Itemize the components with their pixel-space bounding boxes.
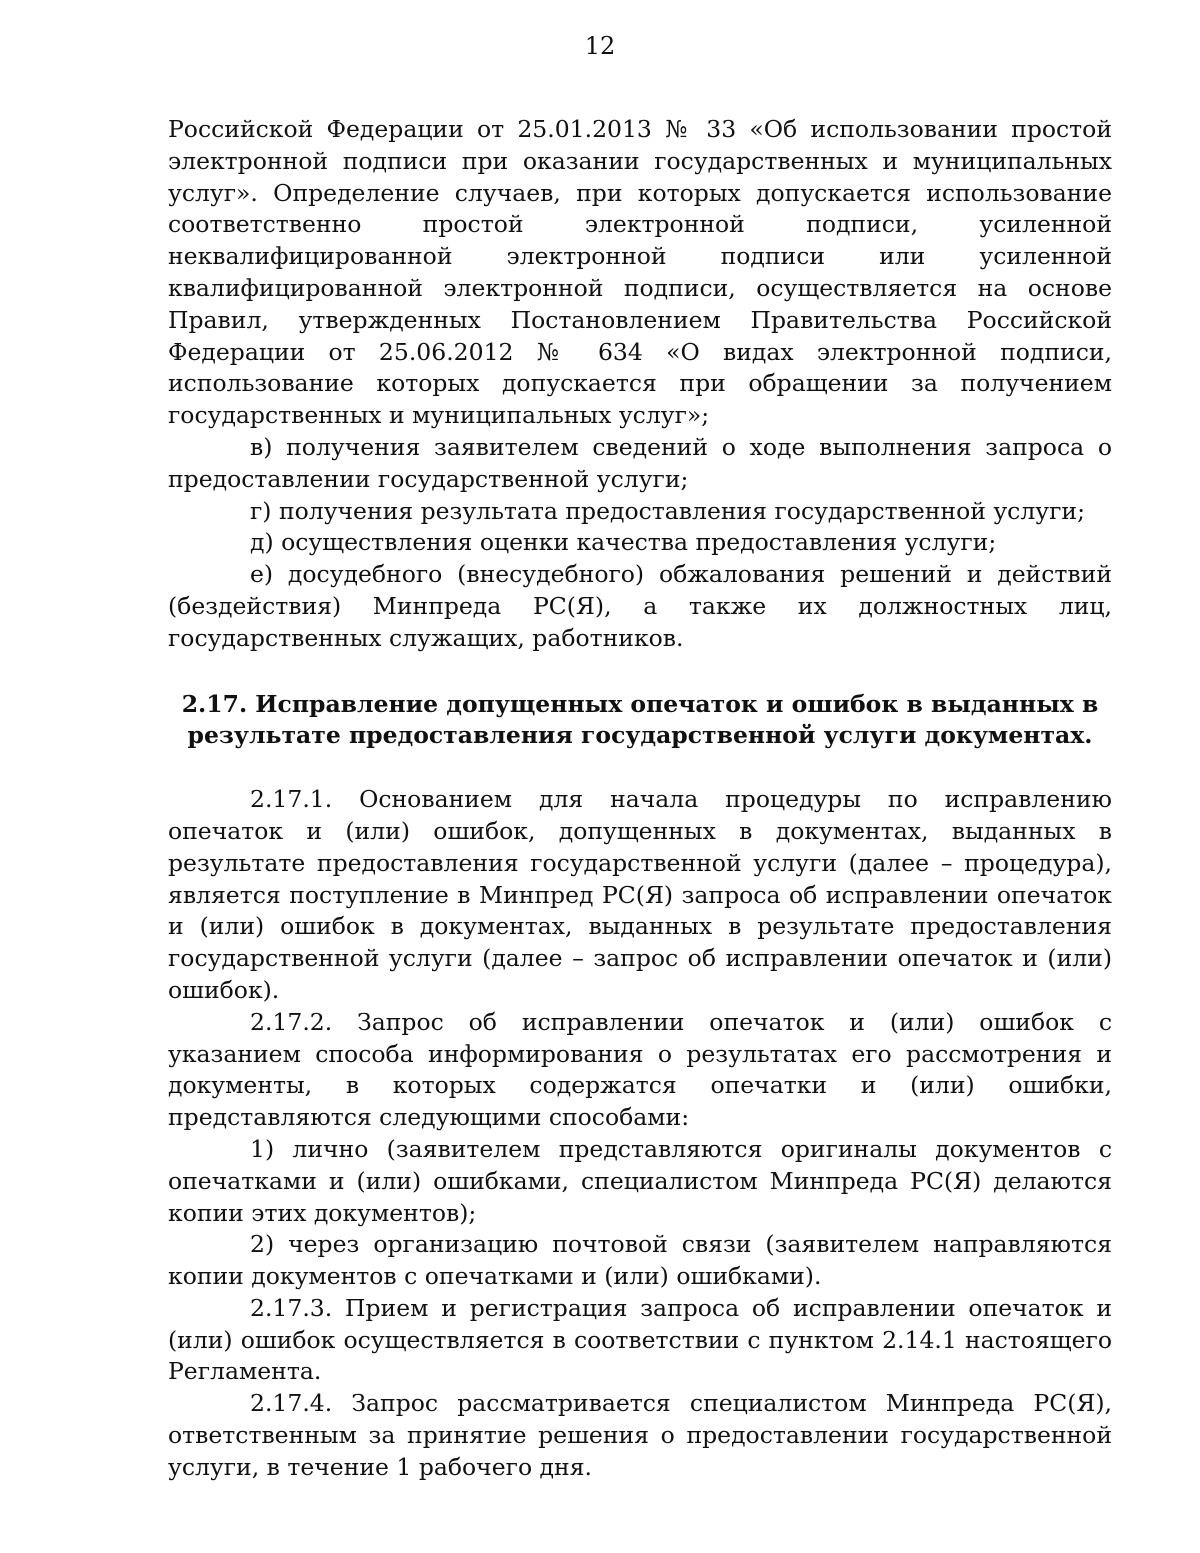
section-heading-line2: результате предоставления государственной услуги документах. (187, 721, 1093, 750)
section-heading-line1: 2.17. Исправление допущенных опечаток и ошибок в выданных в (181, 689, 1099, 718)
paragraph-2-17-3: 2.17.3. Прием и регистрация запроса об исправлении опечаток и (или) ошибок осуществляется в соответствии с пунктом 2.14.1 настоящего Регламента. (168, 1293, 1112, 1386)
list-item-e: е) досудебного (внесудебного) обжалования решений и действий (бездействия) Минпреда РС(Я), а также их должностных лиц, государственных служащих, работников. (168, 560, 1112, 652)
section-heading (168, 689, 1112, 753)
list-item-1: 1) лично (заявителем представляются оригиналы документов с опечатками и (или) ошибками, специалистом Минпреда РС(Я) делаются копии этих документов); (168, 1134, 1112, 1227)
list-item-g: г) получения результата предоставления государственной услуги; (250, 496, 1085, 525)
paragraph-continuation: Российской Федерации от 25.01.2013 № 33 «Об использовании простой электронной подписи при оказании государственных и муниципальных услуг». Определение случаев, при которых допускается использование соответственно простой электронной подписи, усиленной неквалифицированной электронной подписи или усиленной квалифицированной электронной подписи, осуществляется на основе Правил, утвержденных Постановлением Правительства Российской Федерации от 25.06.2012 № 634 «О видах электронной подписи, использование которых допускается при обращении за получением государственных и муниципальных услуг»; (168, 115, 1112, 430)
paragraph-2-17-1: 2.17.1. Основанием для начала процедуры по исправлению опечаток и (или) ошибок, допущенных в документах, выданных в результате предоставления государственной услуги (далее – процедура), является поступление в Минпред РС(Я) запроса об исправлении опечаток и (или) ошибок в документах, выданных в результате предоставления государственной услуги (далее – запрос об исправлении опечаток и (или) ошибок). (168, 785, 1112, 1004)
list-item-2: 2) через организацию почтовой связи (заявителем направляются копии документов с опечатками и (или) ошибками). (168, 1230, 1112, 1291)
page-number: 12 (584, 32, 616, 60)
document-body (168, 114, 1112, 1484)
list-item-d: д) осуществления оценки качества предоставления услуги; (250, 528, 997, 557)
paragraph-2-17-4: 2.17.4. Запрос рассматривается специалистом Минпреда РС(Я), ответственным за принятие решения о предоставлении государственной услуги, в течение 1 рабочего дня. (168, 1389, 1112, 1481)
paragraph-2-17-2: 2.17.2. Запрос об исправлении опечаток и (или) ошибок с указанием способа информирования о результатах его рассмотрения и документы, в которых содержатся опечатки и (или) ошибки, представляются следующими способами: (168, 1007, 1112, 1132)
list-item-v: в) получения заявителем сведений о ходе выполнения запроса о предоставлении государственной услуги; (168, 432, 1112, 493)
